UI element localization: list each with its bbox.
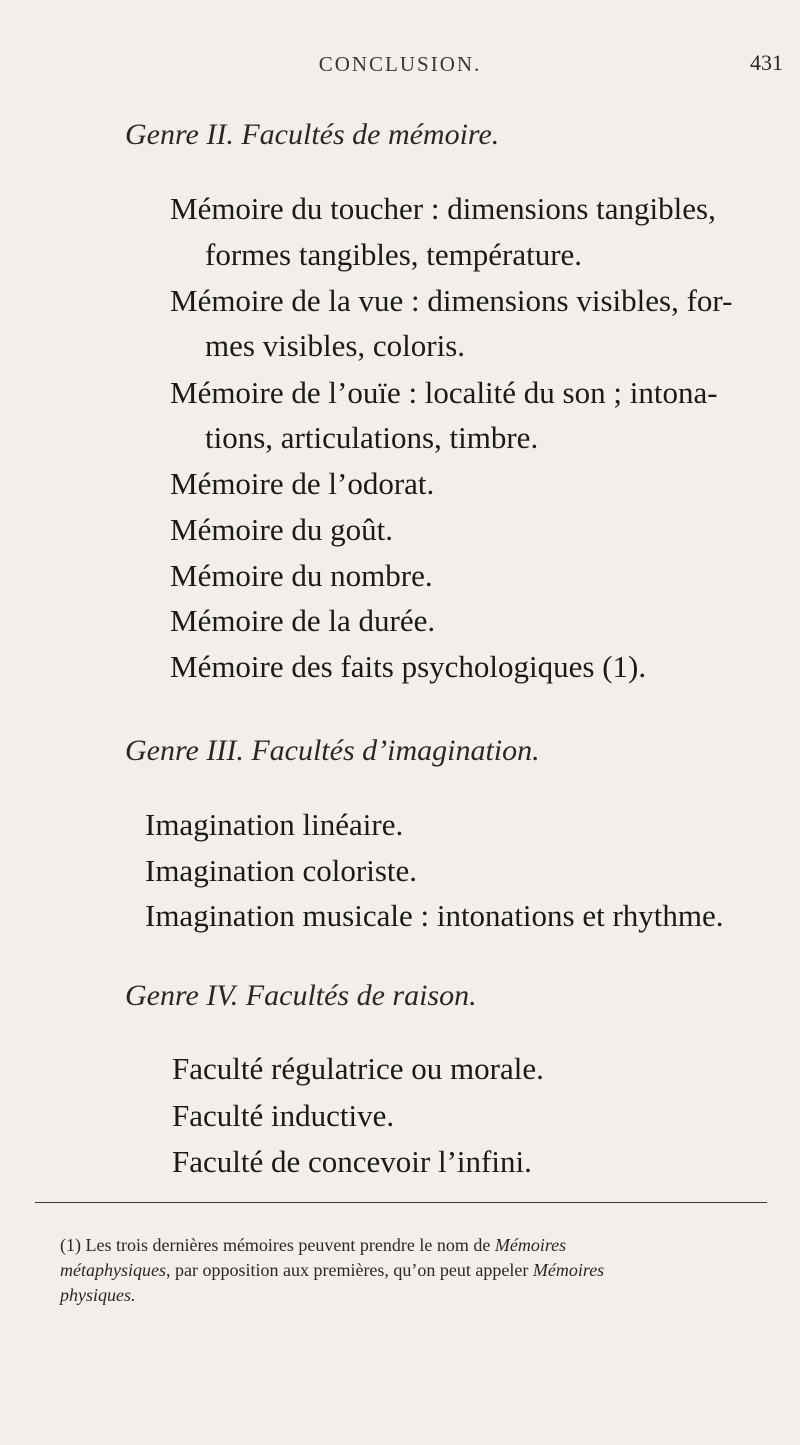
- footnote-line-2: métaphysiques, par opposition aux premières, qu’on peut appeler Mémoires: [60, 1260, 605, 1280]
- footnote-line-1: (1) Les trois dernières mémoires peuvent prendre le nom de Mémoires: [60, 1235, 567, 1255]
- genre-2-entry: Mémoire de la durée.: [170, 603, 436, 638]
- genre-3-entry: Imagination musicale : intonations et rhythme.: [145, 898, 724, 933]
- genre-4-heading: Genre IV. Facultés de raison.: [125, 979, 477, 1012]
- genre-4-entry: Faculté régulatrice ou morale.: [172, 1051, 544, 1086]
- genre-2-entry: Mémoire de l’ouïe : localité du son ; intona-: [170, 375, 718, 410]
- genre-2-entry: Mémoire de la vue : dimensions visibles, for-: [170, 283, 733, 318]
- genre-3-entry: Imagination coloriste.: [145, 853, 418, 888]
- genre-2-entry: formes tangibles, température.: [205, 237, 583, 272]
- genre-3-heading: Genre III. Facultés d’imagination.: [125, 734, 540, 767]
- footnote-separator-rule: [35, 1202, 767, 1203]
- footnote-line-3: physiques.: [60, 1285, 136, 1305]
- genre-2-entry: mes visibles, coloris.: [205, 328, 466, 363]
- genre-4-entry: Faculté de concevoir l’infini.: [172, 1144, 532, 1179]
- genre-2-entry: Mémoire du nombre.: [170, 558, 433, 593]
- page-number: 431: [750, 50, 783, 75]
- genre-2-heading: Genre II. Facultés de mémoire.: [125, 118, 500, 151]
- genre-2-entry: Mémoire du goût.: [170, 512, 393, 547]
- genre-2-entry: Mémoire du toucher : dimensions tangibles,: [170, 191, 716, 226]
- genre-2-entry: Mémoire de l’odorat.: [170, 466, 435, 501]
- genre-3-entry: Imagination linéaire.: [145, 807, 404, 842]
- footnote: [60, 1233, 745, 1308]
- genre-2-entry: tions, articulations, timbre.: [205, 420, 539, 455]
- genre-4-entry: Faculté inductive.: [172, 1098, 395, 1133]
- running-head: CONCLUSION.: [318, 52, 482, 76]
- genre-2-entry: Mémoire des faits psychologiques (1).: [170, 649, 647, 684]
